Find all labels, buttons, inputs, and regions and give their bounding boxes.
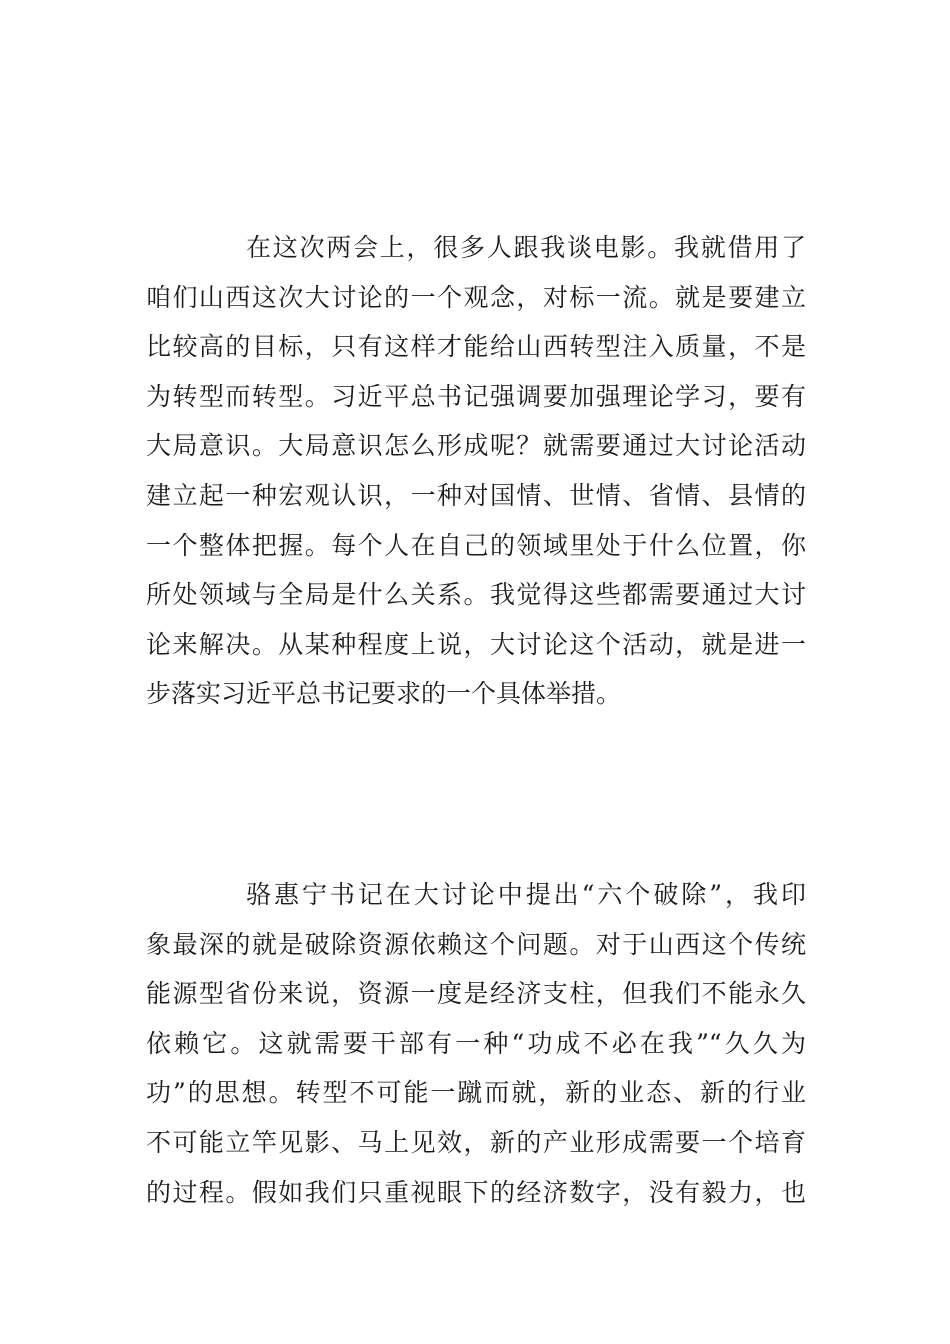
paragraph-line: 比较高的目标，只有这样才能给山西转型注入质量，不是 — [146, 332, 806, 362]
paragraph-line: 象最深的就是破除资源依赖这个问题。对于山西这个传统 — [146, 929, 806, 959]
paragraph-line: 所处领域与全局是什么关系。我觉得这些都需要通过大讨 — [146, 580, 806, 610]
paragraph-1 — [146, 223, 806, 719]
paragraph-line: 建立起一种宏观认识，一种对国情、世情、省情、县情的 — [146, 480, 806, 510]
paragraph-line: 步落实习近平总书记要求的一个具体举措。 — [146, 679, 622, 709]
paragraph-line: 咱们山西这次大讨论的一个观念，对标一流。就是要建立 — [146, 282, 806, 312]
paragraph-line: 的过程。假如我们只重视眼下的经济数字，没有毅力，也 — [146, 1177, 806, 1207]
paragraph-line: 在这次两会上，很多人跟我谈电影。我就借用了 — [246, 233, 806, 262]
paragraph-line: 能源型省份来说，资源一度是经济支柱，但我们不能永久 — [146, 979, 806, 1009]
paragraph-line: 依赖它。这就需要干部有一种“功成不必在我”“久久为 — [146, 1028, 806, 1058]
paragraph-line: 为转型而转型。习近平总书记强调要加强理论学习，要有 — [146, 381, 806, 411]
paragraph-line: 一个整体把握。每个人在自己的领域里处于什么位置，你 — [146, 530, 806, 560]
paragraph-line: 功”的思想。转型不可能一蹴而就，新的业态、新的行业 — [146, 1078, 806, 1108]
paragraph-line: 骆惠宁书记在大讨论中提出“六个破除”，我印 — [246, 880, 806, 909]
paragraph-2 — [146, 870, 806, 1217]
paragraph-line: 论来解决。从某种程度上说，大讨论这个活动，就是进一 — [146, 629, 806, 659]
paragraph-line: 大局意识。大局意识怎么形成呢？就需要通过大讨论活动 — [146, 431, 806, 461]
paragraph-line: 不可能立竿见影、马上见效，新的产业形成需要一个培育 — [146, 1127, 806, 1157]
